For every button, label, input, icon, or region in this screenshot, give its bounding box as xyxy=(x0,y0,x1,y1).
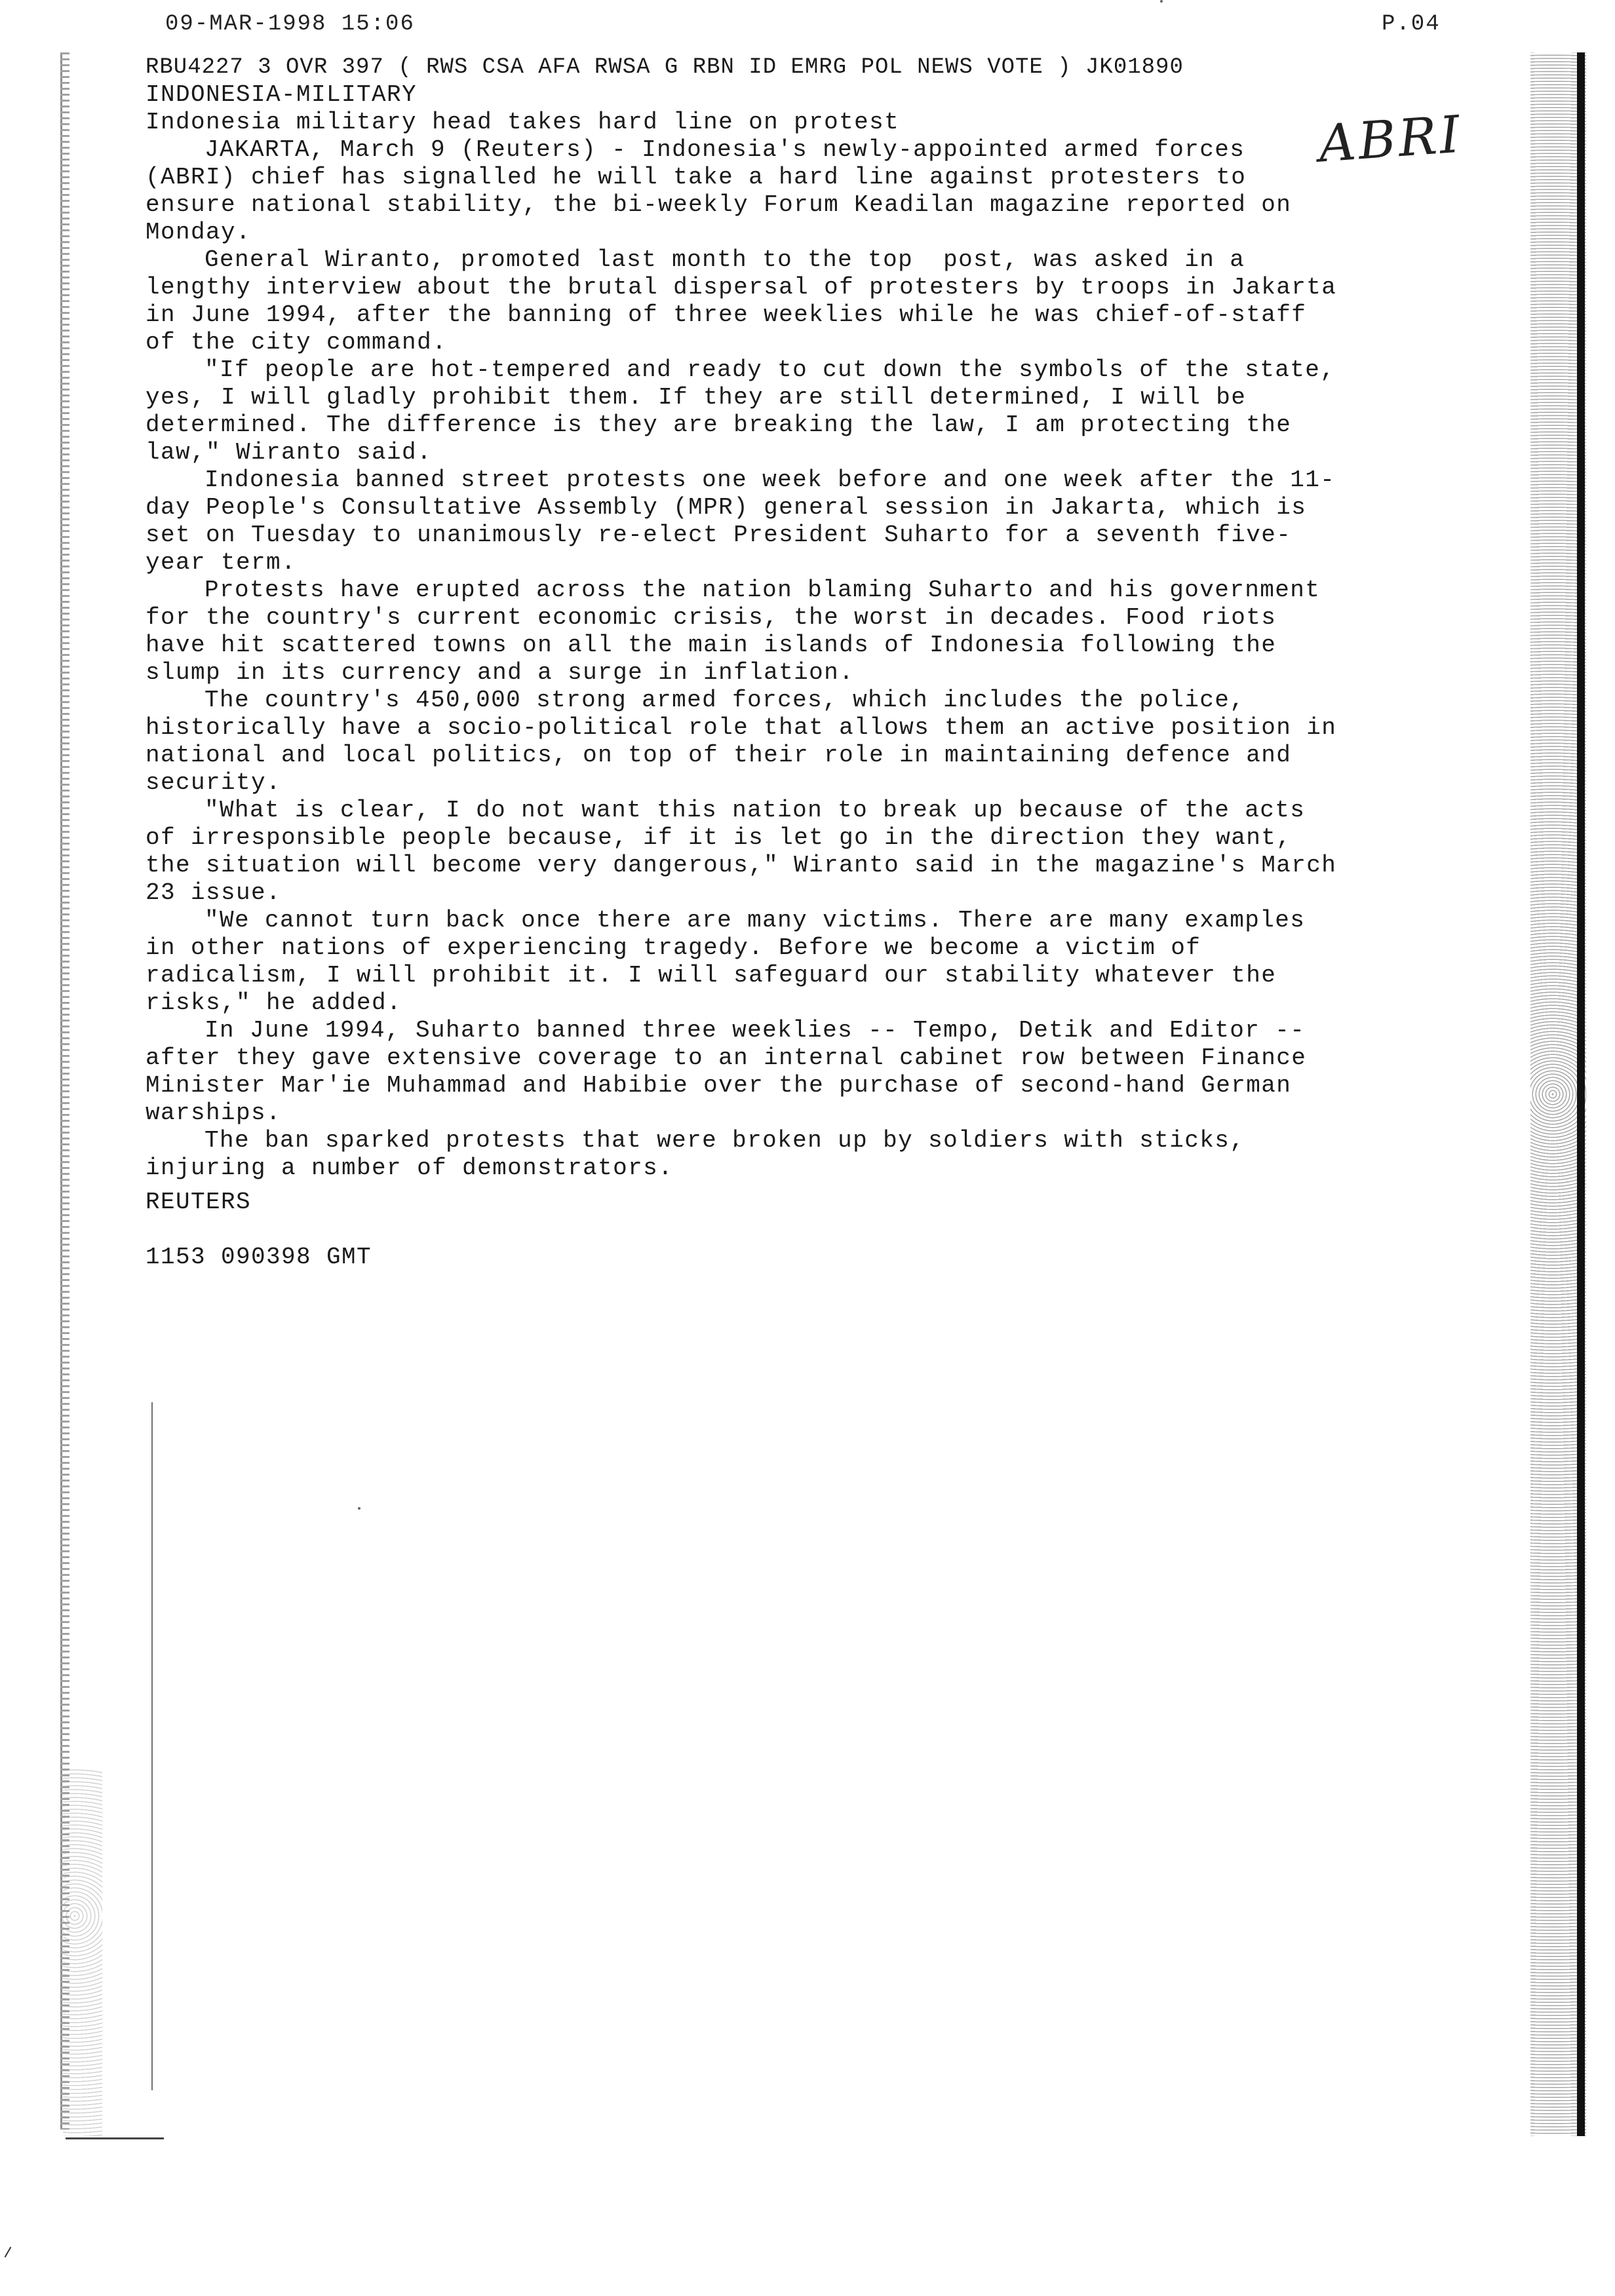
fax-header xyxy=(0,12,1615,45)
story-paragraph: JAKARTA, March 9 (Reuters) - Indonesia's newly-appointed armed forces (ABRI) chief has signalled he will take a hard line against protesters to ensure national stability, the bi-weekly Forum Keadilan magazine reported on Monday. xyxy=(146,136,1307,246)
fax-bottom-rule xyxy=(66,2137,164,2139)
story-paragraph: "If people are hot-tempered and ready to cut down the symbols of the state, yes, I will gladly prohibit them. If they are still determined, I will be determined. The difference is they are breaking the law, I am protecting the law," Wiranto said. xyxy=(146,356,1351,466)
wire-timestamp: 1153 090398 GMT xyxy=(146,1244,372,1271)
wire-story xyxy=(146,54,1352,1271)
wire-signoff: REUTERS xyxy=(146,1189,252,1215)
margin-line xyxy=(151,1402,153,2090)
story-paragraph: Protests have erupted across the nation blaming Suharto and his government for the country's current economic crisis, the worst in decades. Food riots have hit scattered towns on all the main islands of Indonesia following the slump in its currency and a surge in inflation. xyxy=(146,577,1336,686)
story-paragraph: "What is clear, I do not want this nation to break up because of the acts of irresponsible people because, if it is let go in the direction they want, the situation will become very dangerous," Wiranto said in the magazine's March 23 issue. xyxy=(146,797,1352,906)
fax-right-edge xyxy=(1577,52,1585,2136)
story-paragraph: In June 1994, Suharto banned three weeklies -- Tempo, Detik and Editor -- after they gave extensive coverage to an internal cabinet row between Finance Minister Mar'ie Muhammad and Habibie over the purchase of second-hand German warships. xyxy=(146,1017,1322,1126)
story-paragraph: General Wiranto, promoted last month to the top post, was asked in a lengthy interview about the brutal dispersal of protesters by troops in Jakarta in June 1994, after the banning of three weeklies while he was chief-of-staff of the city command. xyxy=(146,246,1352,356)
story-paragraph: The ban sparked protests that were broken up by soldiers with sticks, injuring a number of demonstrators. xyxy=(146,1127,1260,1181)
fax-page-number: P.04 xyxy=(1382,12,1441,37)
fax-datetime: 09-MAR-1998 15:06 xyxy=(165,12,415,37)
scan-speck xyxy=(358,1507,360,1510)
story-paragraph: Indonesia banned street protests one week before and one week after the 11-day People's Consultative Assembly (MPR) general session in Jakarta, which is set on Tuesday to unanimously re-elect President Suharto for a seventh five-year term. xyxy=(146,467,1336,576)
story-paragraph: "We cannot turn back once there are many victims. There are many examples in other nations of experiencing tragedy. Before we become a victim of radicalism, I will prohibit it. I will safeguard our stability whatever the risks," he added. xyxy=(146,907,1321,1016)
story-paragraph: The country's 450,000 strong armed forces, which includes the police, historically have a socio-political role that allows them an active position in national and local politics, on top of their role in maintaining defence and security. xyxy=(146,687,1352,796)
wire-slug: RBU4227 3 OVR 397 ( RWS CSA AFA RWSA G RBN ID EMRG POL NEWS VOTE ) JK01890 xyxy=(146,55,1184,80)
wire-headline: Indonesia military head takes hard line on protest xyxy=(146,109,900,136)
fax-left-noise xyxy=(63,1769,102,2136)
handwritten-note: ABRI xyxy=(1317,105,1465,174)
scan-speck xyxy=(1160,0,1163,3)
wire-category: INDONESIA-MILITARY xyxy=(146,81,418,108)
corner-mark xyxy=(5,2247,12,2258)
